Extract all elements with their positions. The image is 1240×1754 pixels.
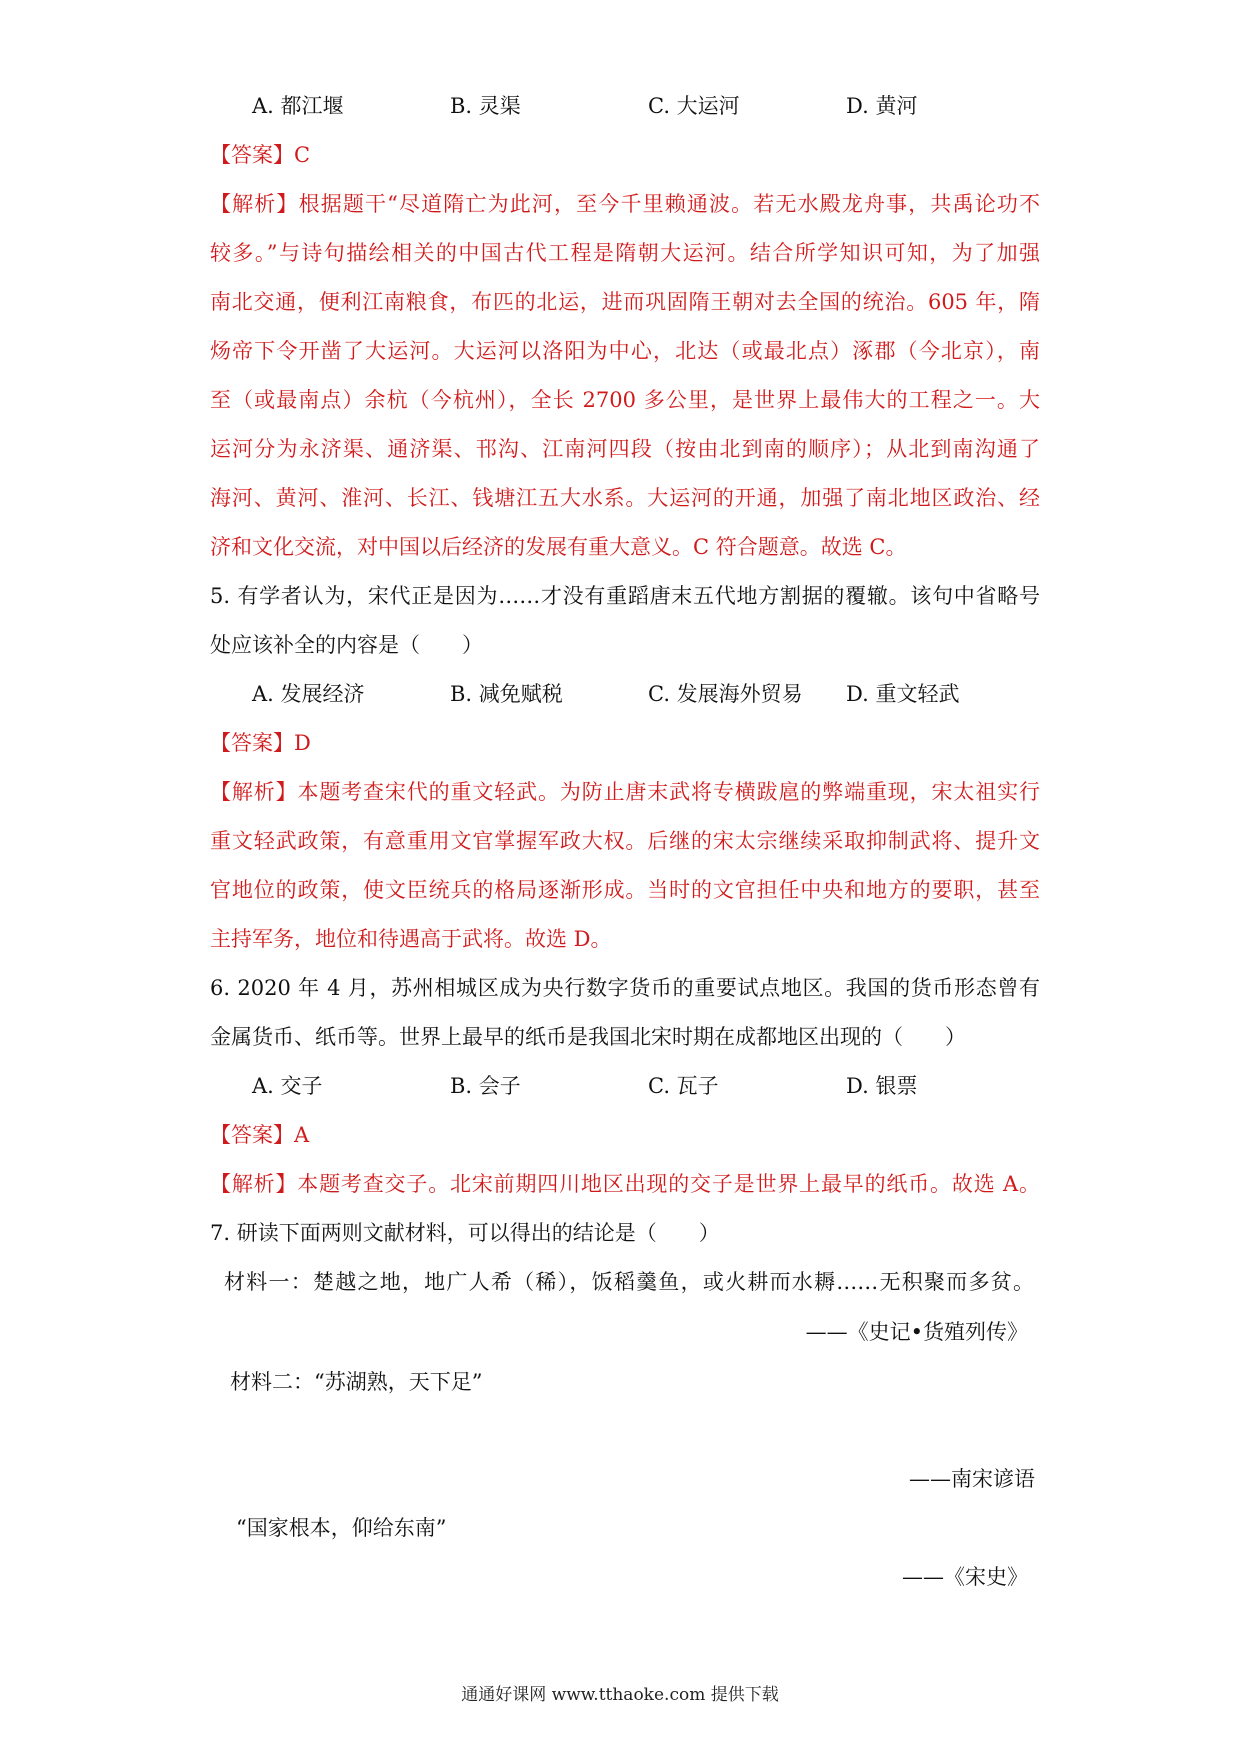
q4-analysis-line: 运河分为永济渠、通济渠、邗沟、江南河四段（按由北到南的顺序）；从北到南沟通了	[210, 437, 1040, 461]
q4-analysis-line: 海河、黄河、淮河、长江、钱塘江五大水系。大运河的开通，加强了南北地区政治、经	[210, 486, 1040, 510]
q5-analysis-line: 主持军务，地位和待遇高于武将。故选 D。	[210, 927, 612, 951]
q5-option-a: A. 发展经济	[252, 682, 365, 706]
q7-source-2: ——南宋谚语	[909, 1467, 1035, 1491]
q5-answer: 【答案】D	[210, 731, 311, 755]
q6-analysis: 【解析】本题考查交子。北宋前期四川地区出现的交子是世界上最早的纸币。故选 A。	[210, 1172, 1040, 1196]
q4-analysis-line: 南北交通，便利江南粮食，布匹的北运，进而巩固隋王朝对去全国的统治。605 年，隋	[210, 290, 1040, 314]
q4-option-b: B. 灵渠	[450, 94, 521, 118]
q5-analysis-line: 重文轻武政策，有意重用文官掌握军政大权。后继的宋太宗继续采取抑制武将、提升文	[210, 829, 1040, 853]
q5-stem-line: 处应该补全的内容是（ ）	[210, 633, 483, 657]
q7-material-1: 材料一：楚越之地，地广人希（稀），饭稻羹鱼，或火耕而水耨……无积聚而多贫。	[224, 1270, 1034, 1294]
q6-option-a: A. 交子	[252, 1074, 323, 1098]
page-footer: 通通好课网 www.tthaoke.com 提供下载	[461, 1685, 779, 1705]
q5-option-b: B. 减免赋税	[450, 682, 563, 706]
q5-analysis-line: 官地位的政策，使文臣统兵的格局逐渐形成。当时的文官担任中央和地方的要职，甚至	[210, 878, 1040, 902]
q4-option-c: C. 大运河	[648, 94, 740, 118]
q6-option-c: C. 瓦子	[648, 1074, 719, 1098]
q6-option-d: D. 银票	[846, 1074, 918, 1098]
q7-stem: 7. 研读下面两则文献材料，可以得出的结论是（ ）	[210, 1221, 720, 1245]
q6-answer: 【答案】A	[210, 1123, 310, 1147]
q4-analysis-line: 至（或最南点）余杭（今杭州），全长 2700 多公里，是世界上最伟大的工程之一。大	[210, 388, 1040, 412]
q7-material-3: “国家根本，仰给东南”	[236, 1516, 447, 1540]
q6-option-b: B. 会子	[450, 1074, 521, 1098]
q4-option-d: D. 黄河	[846, 94, 918, 118]
q4-analysis-line: 济和文化交流，对中国以后经济的发展有重大意义。C 符合题意。故选 C。	[210, 535, 907, 559]
q4-analysis-line: 较多。”与诗句描绘相关的中国古代工程是隋朝大运河。结合所学知识可知，为了加强	[210, 241, 1040, 265]
q4-answer: 【答案】C	[210, 143, 311, 167]
q5-stem-line: 5. 有学者认为，宋代正是因为……才没有重蹈唐末五代地方割据的覆辙。该句中省略号	[210, 584, 1040, 608]
q4-analysis-line: 炀帝下令开凿了大运河。大运河以洛阳为中心，北达（或最北点）涿郡（今北京），南	[210, 339, 1040, 363]
q6-stem-line: 金属货币、纸币等。世界上最早的纸币是我国北宋时期在成都地区出现的（ ）	[210, 1025, 966, 1049]
q7-material-2: 材料二：“苏湖熟，天下足”	[230, 1370, 483, 1394]
q5-option-c: C. 发展海外贸易	[648, 682, 803, 706]
q7-source-1: ——《史记•货殖列传》	[805, 1320, 1028, 1344]
q5-analysis-line: 【解析】本题考查宋代的重文轻武。为防止唐末武将专横跋扈的弊端重现，宋太祖实行	[210, 780, 1040, 804]
q6-stem-line: 6. 2020 年 4 月，苏州相城区成为央行数字货币的重要试点地区。我国的货币形态曾有	[210, 976, 1040, 1000]
q7-source-3: ——《宋史》	[902, 1565, 1028, 1589]
q4-option-a: A. 都江堰	[252, 94, 344, 118]
q5-option-d: D. 重文轻武	[846, 682, 960, 706]
q4-analysis-line: 【解析】根据题干“尽道隋亡为此河，至今千里赖通波。若无水殿龙舟事，共禹论功不	[210, 192, 1040, 216]
